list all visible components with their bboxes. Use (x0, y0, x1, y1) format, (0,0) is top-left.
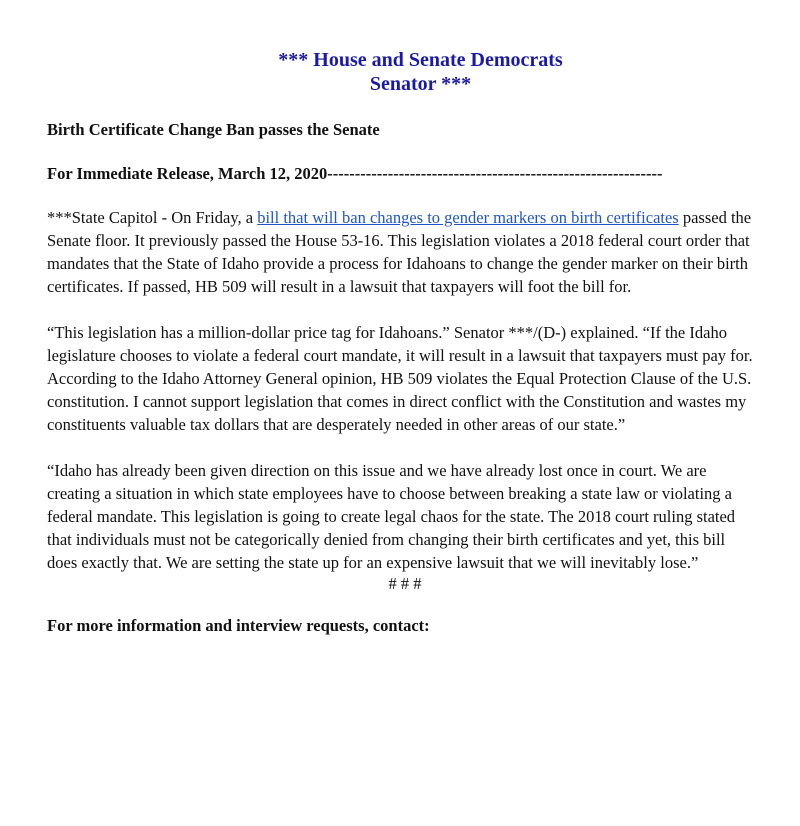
release-date-line (47, 164, 759, 184)
document-header (47, 48, 759, 96)
paragraph-quote-1: “This legislation has a million-dollar price tag for Idahoans.” Senator ***/(D-) explained. “If the Idaho legislature chooses to violate a federal court mandate, it will result in a lawsuit that taxpayers must pay for. According to the Idaho Attorney General opinion, HB 509 violates the Equal Protection Clause of the U.S. constitution. I cannot support legislation that comes in direct conflict with the Constitution and wastes my constituents valuable tax dollars that are desperately needed in other areas of our state.” (47, 323, 753, 434)
press-release-document (47, 48, 759, 636)
intro-lead-text: ***State Capitol - On Friday, a (47, 208, 258, 227)
contact-label: For more information and interview requests, contact: (47, 616, 430, 635)
paragraph-quote-2: “Idaho has already been given direction on this issue and we have already lost once in court. We are creating a situation in which state employees have to choose between breaking a state law or violating a federal mandate. This legislation is going to create legal chaos for the state. The 2018 court ruling stated that individuals must not be categorically denied from changing their birth certificates and yet, this bill does exactly that. We are setting the state up for an expensive lawsuit that we will inevitably lose.” (47, 461, 736, 572)
paragraph-intro (47, 206, 759, 298)
header-line-senator: Senator *** (369, 73, 472, 95)
header-line-organization: *** House and Senate Democrats (278, 49, 563, 71)
press-release-title: Birth Certificate Change Ban passes the Senate (47, 120, 380, 139)
release-date-text: For Immediate Release, March 12, 2020 (47, 164, 328, 183)
intro-body-text: passed the Senate floor. It previously passed the House 53-16. This legislation violates a 2018 federal court order that mandates that the State of Idaho provide a process for Idahoans to change the gender marker on their birth certificates. If passed, HB 509 will result in a lawsuit that taxpayers will foot the bill for. (47, 208, 752, 296)
release-dashes: ------------------------------------------------------------- (327, 164, 663, 183)
end-mark: # # # (388, 574, 422, 593)
bill-link[interactable]: bill that will ban changes to gender markers on birth certificates (257, 208, 679, 227)
